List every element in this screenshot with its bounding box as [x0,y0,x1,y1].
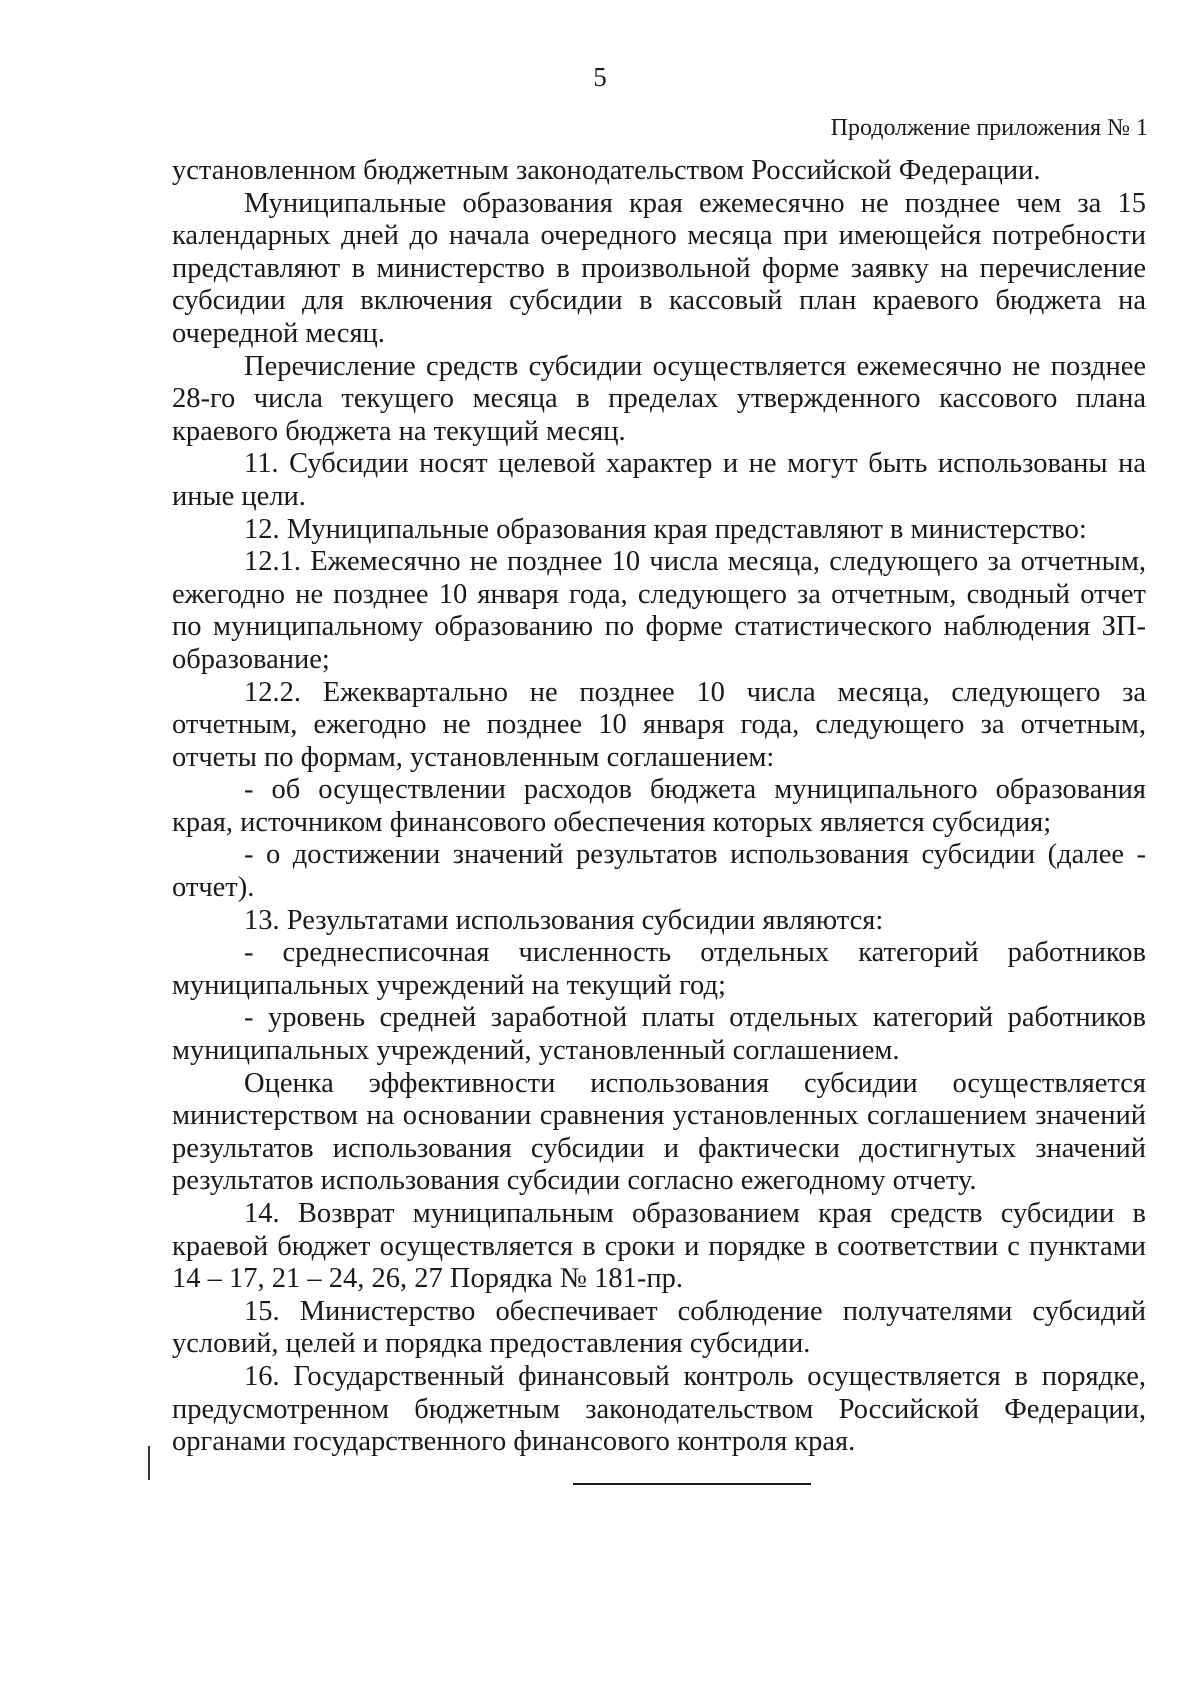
document-body [172,155,1146,1459]
paragraph-item-13: 13. Результатами использования субсидии являются: [244,904,884,936]
paragraph-item-12-1: 12.1. Ежемесячно не позднее 10 числа месяца, следующего за отчетным, ежегодно не позднее 10 января года, следующего за отчетным, сводный отчет по муниципальному образованию по форме статистического наблюдения ЗП-образование; [172,546,1146,675]
paragraph-dash-item: - среднесписочная численность отдельных категорий работников муниципальных учреждений на текущий год; [172,937,1146,1001]
paragraph-dash-item: - о достижении значений результатов использования субсидии (далее - отчет). [172,839,1146,904]
paragraph: Перечисление средств субсидии осуществляется ежемесячно не позднее 28-го числа текущего месяца в пределах утвержденного кассового плана краевого бюджета на текущий месяц. [172,350,1146,447]
paragraph-dash-item: - уровень средней заработной платы отдельных категорий работников муниципальных учреждений, установленный соглашением. [172,1002,1146,1067]
paragraph-item-12: 12. Муниципальные образования края представляют в министерство: [244,513,1087,545]
header-note: Продолжение приложения № 1 [830,115,1148,141]
paragraph-item-11: 11. Субсидии носят целевой характер и не могут быть использованы на иные цели. [172,448,1146,512]
paragraph: Оценка эффективности использования субсидии осуществляется министерством на основании сравнения установленных соглашением значений результатов использования субсидии и фактически достигнутых значений результатов использования субсидии согласно ежегодному отчету. [172,1067,1146,1197]
paragraph-dash-item: - об осуществлении расходов бюджета муниципального образования края, источником финансового обеспечения которых является субсидия; [172,774,1146,838]
paragraph-item-12-2: 12.2. Ежеквартально не позднее 10 числа месяца, следующего за отчетным, ежегодно не позднее 10 января года, следующего за отчетным, отчеты по формам, установленным соглашением: [172,676,1146,773]
margin-mark [148,1446,150,1480]
paragraph-continuation: установленном бюджетным законодательством Российской Федерации. [172,155,1041,186]
paragraph-item-15: 15. Министерство обеспечивает соблюдение получателями субсидий условий, целей и порядка предоставления субсидии. [172,1295,1146,1360]
page-number: 5 [593,62,607,92]
paragraph: Муниципальные образования края ежемесячно не позднее чем за 15 календарных дней до начала очередного месяца при имеющейся потребности представляют в министерство в произвольной форме заявку на перечисление субсидии для включения субсидии в кассовый план краевого бюджета на очередной месяц. [172,187,1146,349]
end-divider [573,1483,811,1485]
paragraph-item-14: 14. Возврат муниципальным образованием края средств субсидии в краевой бюджет осуществляется в сроки и порядке в соответствии с пунктами 14 – 17, 21 – 24, 26, 27 Порядка № 181-пр. [172,1198,1146,1295]
paragraph-item-16: 16. Государственный финансовый контроль осуществляется в порядке, предусмотренном бюджетным законодательством Российской Федерации, органами государственного финансового контроля края. [172,1360,1146,1458]
